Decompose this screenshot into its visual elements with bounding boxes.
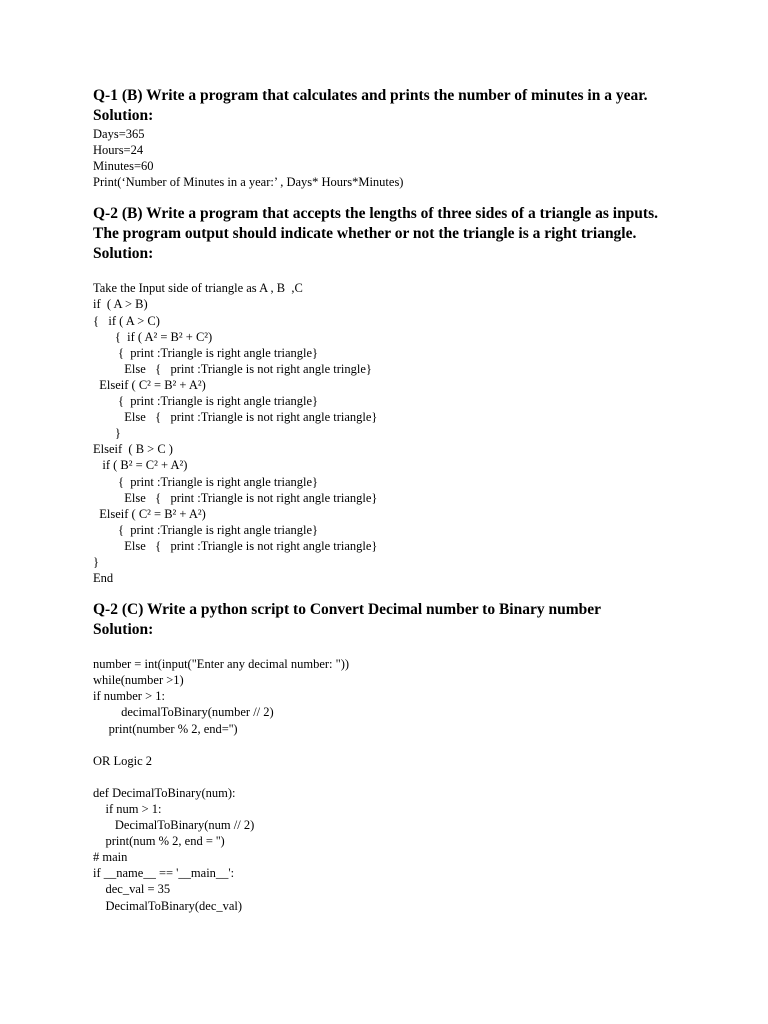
- code-line: DecimalToBinary(num // 2): [93, 818, 255, 833]
- q2c-code-block: [93, 656, 743, 914]
- code-line: }: [93, 426, 121, 441]
- q2b-code-block: [93, 280, 743, 586]
- code-line: number = int(input("Enter any decimal number: ")): [93, 657, 350, 672]
- code-line: { if ( A² = B² + C²): [93, 329, 213, 344]
- q2c-solution-label: Solution:: [93, 621, 154, 639]
- code-line: while(number >1): [93, 673, 184, 688]
- code-line: { print :Triangle is right angle triangle}: [93, 345, 319, 360]
- q1-heading: Q-1 (B) Write a program that calculates and prints the number of minutes in a year.: [93, 87, 648, 104]
- code-line: Days=365: [93, 127, 145, 141]
- code-line: End: [93, 571, 114, 586]
- code-line: if number > 1:: [93, 689, 165, 704]
- code-line: Elseif ( C² = B² + A²): [93, 377, 206, 392]
- code-line: Print(‘Number of Minutes in a year:’ , Days* Hours*Minutes): [93, 175, 404, 190]
- code-line: dec_val = 35: [93, 882, 171, 897]
- code-line: Hours=24: [93, 143, 144, 158]
- code-line: { print :Triangle is right angle triangle}: [93, 394, 319, 409]
- code-line: # main: [93, 850, 128, 865]
- code-line: print(num % 2, end = ''): [93, 834, 225, 849]
- code-line: OR Logic 2: [93, 753, 153, 768]
- code-line: if num > 1:: [93, 802, 162, 816]
- code-line: print(number % 2, end=''): [93, 721, 238, 736]
- q2c-heading: Q-2 (C) Write a python script to Convert Decimal number to Binary number: [93, 601, 602, 619]
- code-line: Else { print :Triangle is not right angle triangle}: [93, 538, 378, 553]
- q2b-heading-line-1: Q-2 (B) Write a program that accepts the lengths of three sides of a triangle as inputs.: [93, 205, 658, 223]
- code-line: DecimalToBinary(dec_val): [93, 898, 243, 913]
- code-line: Else { print :Triangle is not right angle triangle}: [93, 410, 378, 425]
- code-line: { print :Triangle is right angle triangle}: [93, 522, 319, 537]
- code-line: [93, 769, 743, 785]
- code-line: [93, 737, 743, 753]
- code-line: decimalToBinary(number // 2): [93, 705, 274, 720]
- q1-solution-label: Solution:: [93, 107, 154, 124]
- code-line: Take the Input side of triangle as A , B ,C: [93, 281, 303, 296]
- code-line: if ( A > B): [93, 297, 148, 312]
- code-line: { if ( A > C): [93, 313, 160, 328]
- q2b-solution-label: Solution:: [93, 245, 154, 263]
- code-line: Else { print :Triangle is not right angle triangle}: [93, 490, 378, 505]
- document-page: [93, 86, 743, 914]
- q1-code-block: [93, 126, 743, 190]
- code-line: Elseif ( B > C ): [93, 442, 173, 457]
- code-line: if __name__ == '__main__':: [93, 866, 235, 881]
- code-line: Minutes=60: [93, 159, 154, 174]
- q2b-heading-line-2: The program output should indicate whether or not the triangle is a right triangle.: [93, 225, 637, 243]
- code-line: Elseif ( C² = B² + A²): [93, 506, 206, 521]
- code-line: def DecimalToBinary(num):: [93, 785, 236, 800]
- code-line: { print :Triangle is right angle triangle}: [93, 474, 319, 489]
- code-line: if ( B² = C² + A²): [93, 458, 188, 473]
- code-line: }: [93, 554, 99, 569]
- code-line: Else { print :Triangle is not right angle tringle}: [93, 361, 372, 376]
